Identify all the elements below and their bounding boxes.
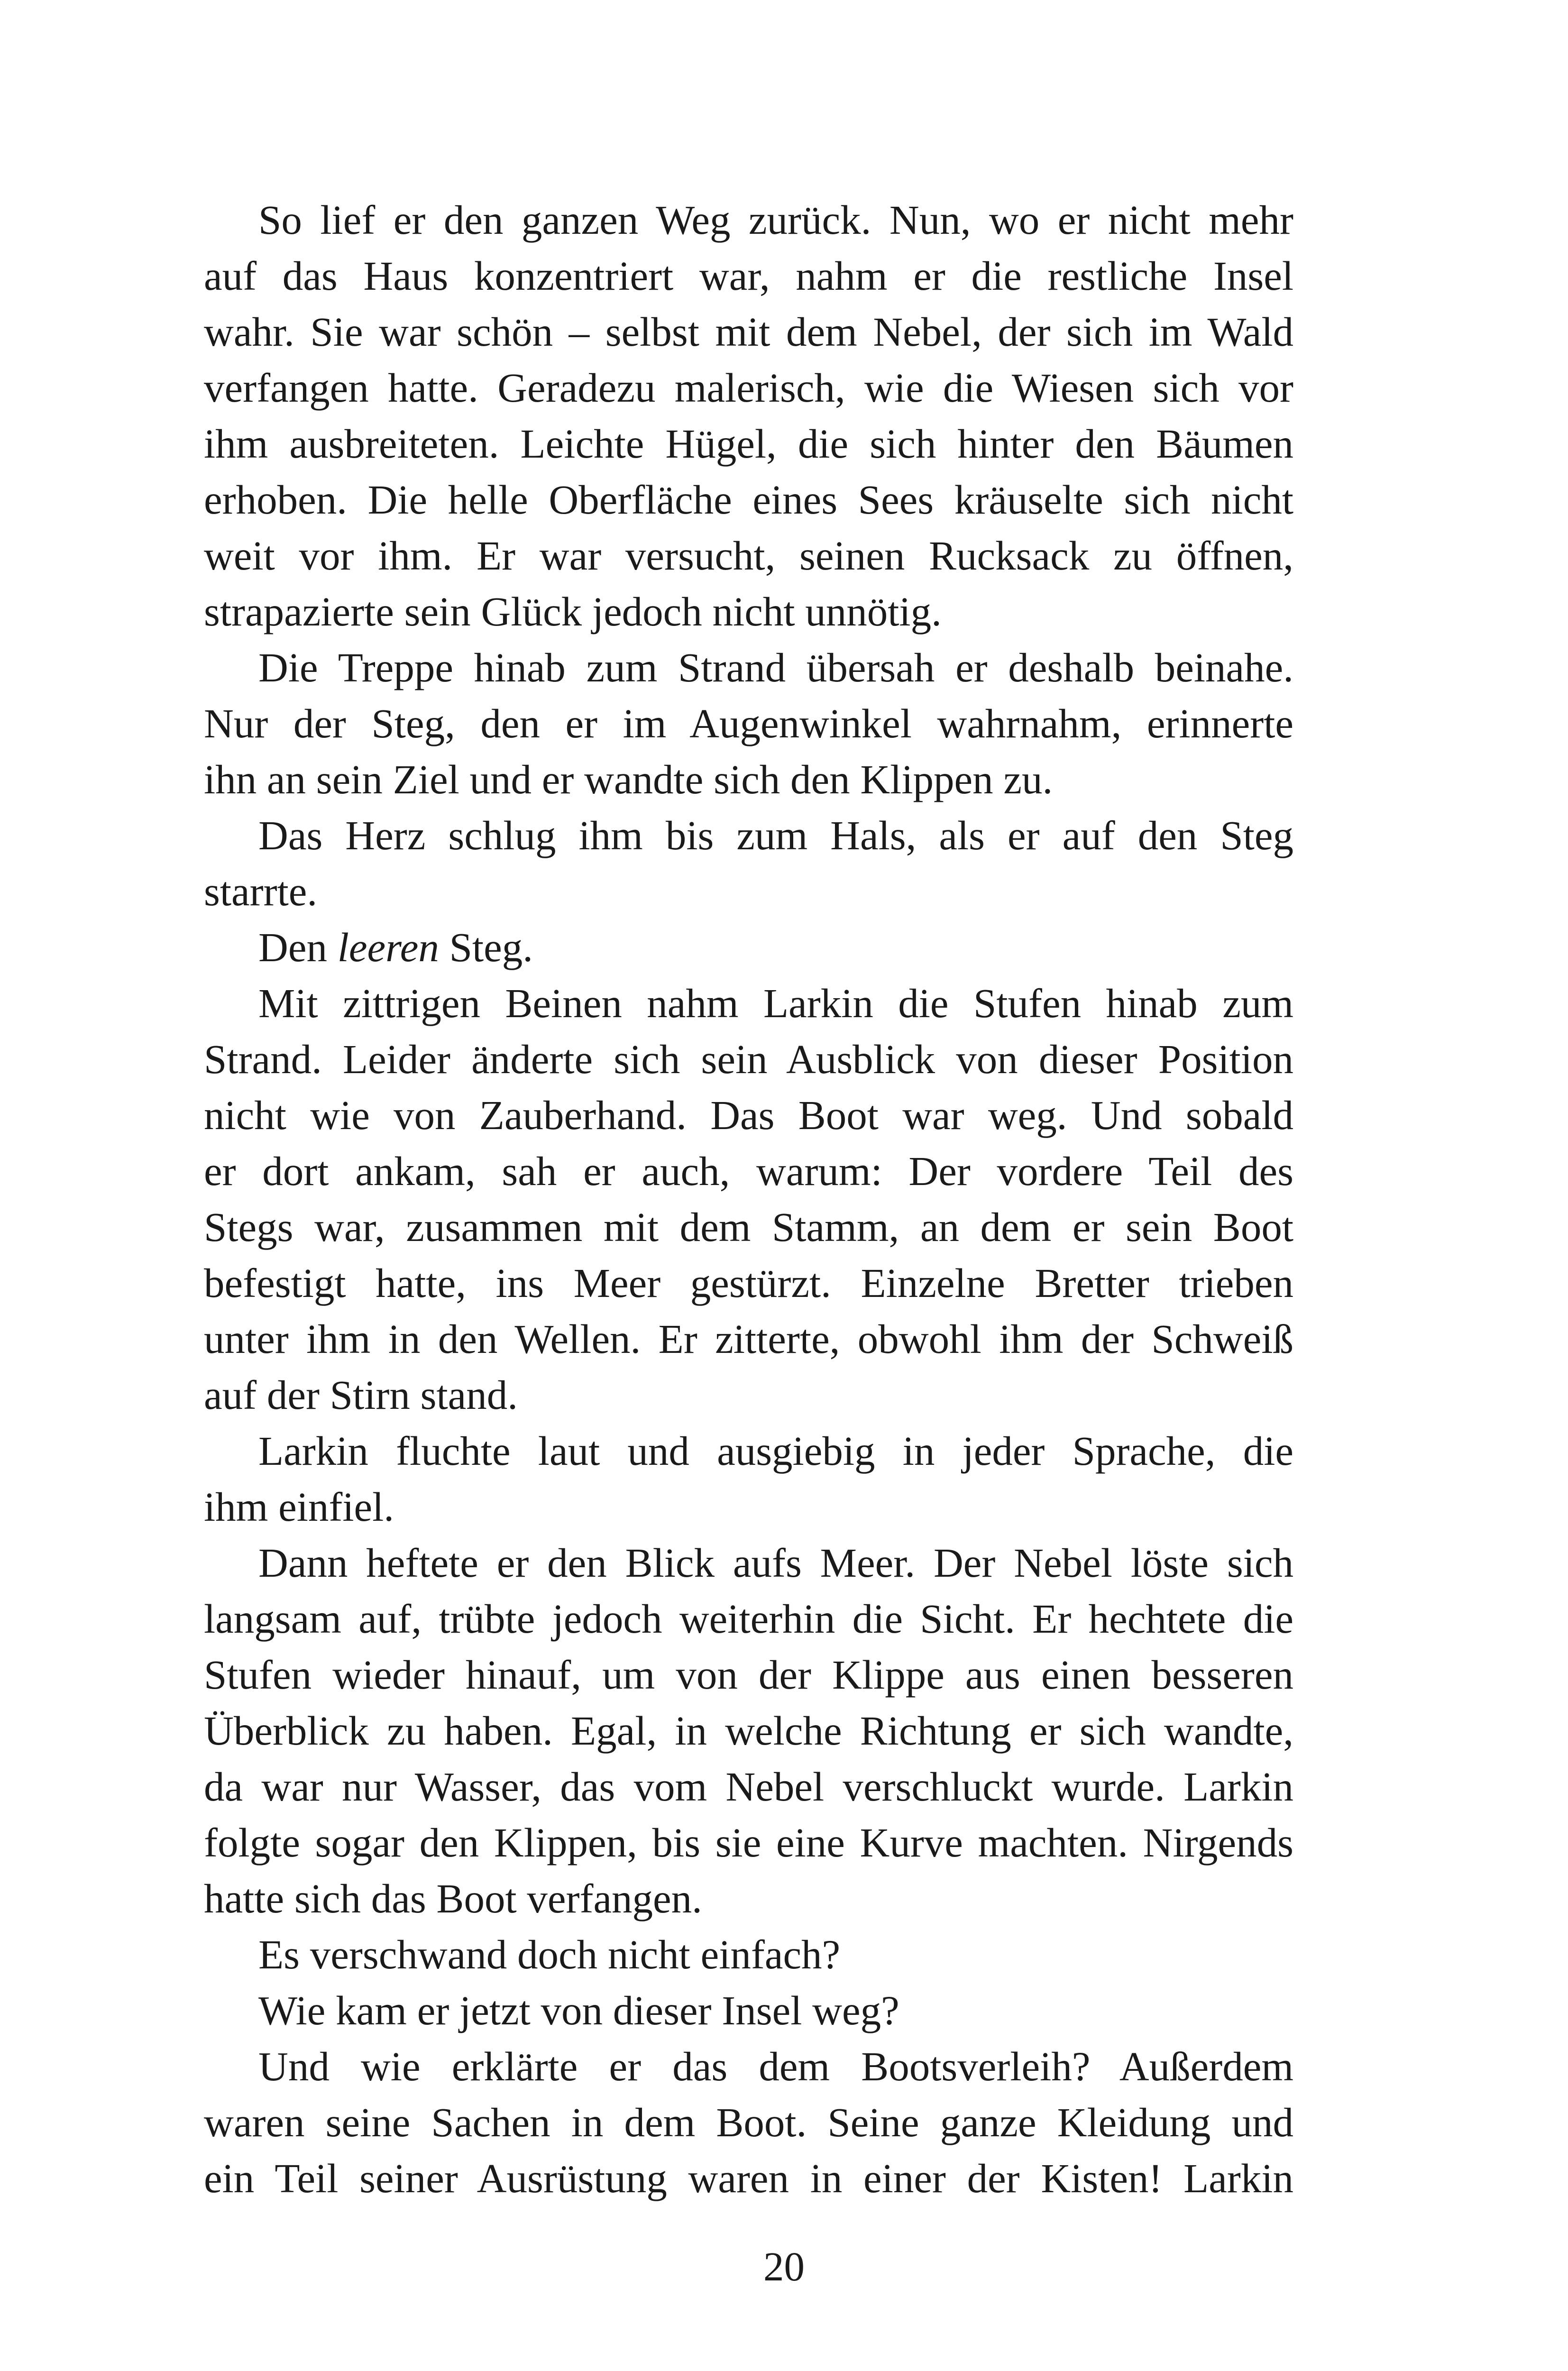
text-line: Stufen wieder hinauf, um von der Klippe aus einen besseren [204,1652,1293,1698]
text-line: Die Treppe hinab zum Strand übersah er deshalb beinahe. [258,644,1293,690]
text-line: Stegs war, zusammen mit dem Stamm, an dem er sein Boot [204,1204,1293,1250]
text-line: Nur der Steg, den er im Augenwinkel wahrnahm, erinnerte [204,700,1293,746]
text-line: er dort ankam, sah er auch, warum: Der vordere Teil des [204,1148,1293,1194]
text-line: Überblick zu haben. Egal, in welche Richtung er sich wandte, [204,1708,1293,1754]
text-line: erhoben. Die helle Oberfläche eines Sees kräuselte sich nicht [204,477,1293,523]
text-line: auf der Stirn stand. [204,1372,518,1418]
text-line: strapazierte sein Glück jedoch nicht unnötig. [204,588,942,634]
text-line: Und wie erklärte er das dem Bootsverleih? Außerdem [258,2043,1293,2089]
text-line: wahr. Sie war schön – selbst mit dem Nebel, der sich im Wald [204,309,1293,355]
text-line: verfangen hatte. Geradezu malerisch, wie die Wiesen sich vor [204,365,1293,411]
text-line: nicht wie von Zauberhand. Das Boot war weg. Und sobald [204,1092,1293,1138]
text-line: So lief er den ganzen Weg zurück. Nun, wo er nicht mehr [258,197,1293,243]
text-run: Steg. [439,924,533,970]
text-line: folgte sogar den Klippen, bis sie eine Kurve machten. Nirgends [204,1820,1293,1866]
text-line: Strand. Leider änderte sich sein Ausblick von dieser Position [204,1036,1293,1082]
text-line [204,919,1293,975]
text-line: Dann heftete er den Blick aufs Meer. Der Nebel löste sich [258,1540,1293,1586]
text-line: waren seine Sachen in dem Boot. Seine ganze Kleidung und [204,2099,1293,2145]
text-line: ihm ausbreiteten. Leichte Hügel, die sich hinter den Bäumen [204,421,1293,467]
text-line: Das Herz schlug ihm bis zum Hals, als er auf den Steg [258,812,1293,858]
text-line: langsam auf, trübte jedoch weiterhin die Sicht. Er hechtete die [204,1596,1293,1642]
text-line: unter ihm in den Wellen. Er zitterte, obwohl ihm der Schweiß [204,1316,1293,1362]
text-line: Wie kam er jetzt von dieser Insel weg? [258,1987,899,2033]
text-line: ihm einfiel. [204,1484,394,1530]
text-line: starrte. [204,868,318,914]
text-line: da war nur Wasser, das vom Nebel verschluckt wurde. Larkin [204,1764,1293,1810]
text-line: Larkin fluchte laut und ausgiebig in jeder Sprache, die [258,1428,1293,1474]
text-line: weit vor ihm. Er war versucht, seinen Rucksack zu öffnen, [204,533,1293,579]
text-line: Mit zittrigen Beinen nahm Larkin die Stufen hinab zum [258,980,1293,1026]
text-line: ein Teil seiner Ausrüstung waren in einer der Kisten! Larkin [204,2155,1293,2201]
text-line: befestigt hatte, ins Meer gestürzt. Einzelne Bretter trieben [204,1260,1293,1306]
text-line: hatte sich das Boot verfangen. [204,1875,702,1921]
text-line: ihn an sein Ziel und er wandte sich den Klippen zu. [204,756,1053,802]
page-number: 20 [763,2243,805,2289]
body-text [204,192,1293,2206]
text-line: auf das Haus konzentriert war, nahm er die restliche Insel [204,253,1293,299]
text-run: Den [258,924,338,970]
emphasized-word: leeren [337,924,439,970]
text-line: Es verschwand doch nicht einfach? [258,1931,841,1977]
